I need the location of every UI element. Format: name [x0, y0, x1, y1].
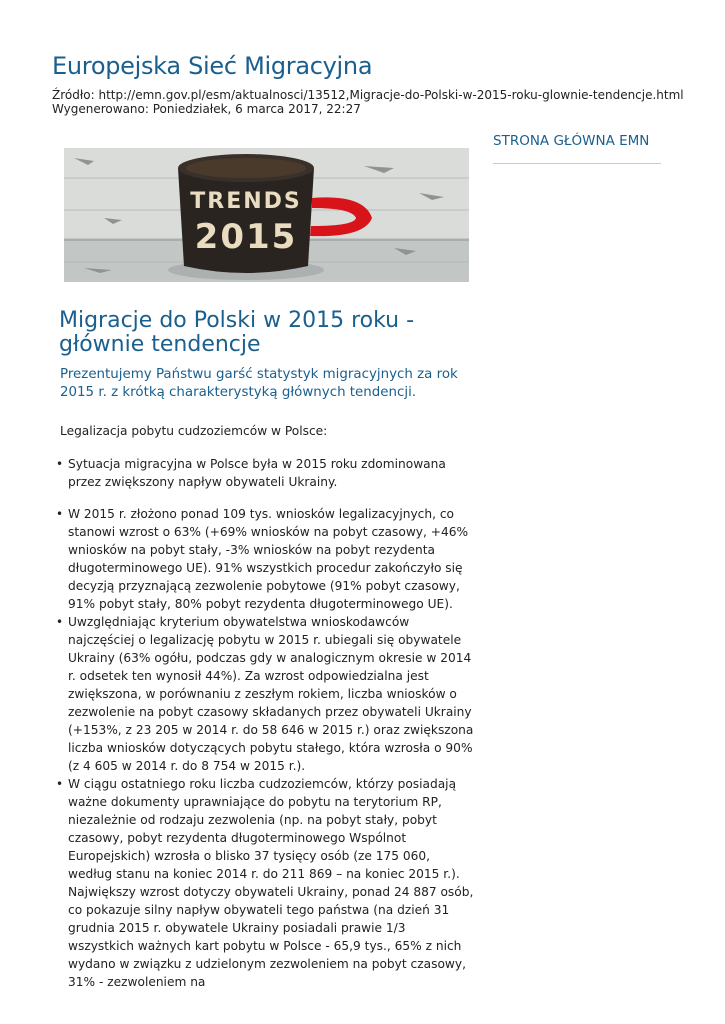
cup-text-line1: TRENDS	[190, 189, 302, 214]
article-lead: Prezentujemy Państwu garść statystyk migracyjnych za rok 2015 r. z krótką charakterystyką głównych tendencji.	[60, 367, 458, 400]
list-item-text: Sytuacja migracyjna w Polsce była w 2015 roku zdominowana przez zwiększony napływ obywateli Ukrainy.	[68, 457, 446, 489]
article-title: Migracje do Polski w 2015 roku - głównie tendencje	[59, 308, 415, 357]
bullet-list	[54, 455, 474, 991]
trends-cup-illustration	[64, 148, 469, 282]
bullet-dot: •	[56, 507, 64, 521]
section-label: Legalizacja pobytu cudzoziemców w Polsce:	[60, 424, 328, 438]
hero-image	[64, 148, 469, 282]
list-item-text: W 2015 r. złożono ponad 109 tys. wniosków legalizacyjnych, co stanowi wzrost o 63% (+69% wniosków na pobyt czasowy, +46% wniosków na pobyt stały, -3% wniosków na pobyt rezydenta długoterminowego UE). 91% wszystkich procedur zakończyło się decyzją przyznającą zezwolenie pobytowe (91% pobyt czasowy, 91% pobyt stały, 80% pobyt rezydenta długoterminowego UE).	[68, 507, 469, 611]
bullet-dot: •	[56, 457, 64, 471]
bullet-dot: •	[56, 777, 64, 791]
generated-line: Wygenerowano: Poniedziałek, 6 marca 2017, 22:27	[52, 102, 361, 116]
home-link[interactable]: STRONA GŁÓWNA EMN	[493, 133, 650, 149]
list-item-text: W ciągu ostatniego roku liczba cudzoziemców, którzy posiadają ważne dokumenty uprawniające do pobytu na terytorium RP, niezależnie od rodzaju zezwolenia (np. na pobyt stały, pobyt czasowy, pobyt rezydenta długoterminowego Wspólnot Europejskich) wzrosła o blisko 37 tysięcy osób (ze 175 060, według stanu na koniec 2014 r. do 211 869 – na koniec 2015 r.). Największy wzrost dotyczy obywateli Ukrainy, ponad 24 887 osób, co pokazuje silny napływ obywateli tego państwa (na dzień 31 grudnia 2015 r. obywatele Ukrainy posiadali prawie 1/3 wszystkich ważnych kart pobytu w Polsce - 65,9 tys., 65% z nich wydano w związku z udzielonym zezwoleniem na pobyt czasowy, 31% - zezwoleniem na	[68, 777, 474, 989]
page-meta	[52, 88, 684, 116]
bullet-dot: •	[56, 615, 64, 629]
list-item	[54, 613, 474, 775]
site-title: Europejska Sieć Migracyjna	[52, 52, 373, 80]
list-item-text: Uwzględniając kryterium obywatelstwa wnioskodawców najczęściej o legalizację pobytu w 2015 r. ubiegali się obywatele Ukrainy (63% ogółu, podczas gdy w analogicznym okresie w 2014 r. odsetek ten wynosił 44%). Za wzrost odpowiedzialna jest zwiększona, w porównaniu z zeszłym rokiem, liczba wniosków o zezwolenie na pobyt czasowy składanych przez obywateli Ukrainy (+153%, z 23 205 w 2014 r. do 58 646 w 2015 r.) oraz zwiększona liczba wniosków dotyczących pobytu stałego, która wzrosła o 90% (z 4 605 w 2014 r. do 8 754 w 2015 r.).	[68, 615, 474, 773]
sidebar-divider	[493, 163, 661, 164]
source-line: Źródło: http://emn.gov.pl/esm/aktualnosci/13512,Migracje-do-Polski-w-2015-roku-glownie-tendencje.html	[52, 88, 684, 102]
list-item	[54, 455, 474, 491]
list-item	[54, 505, 474, 613]
cup-text-line2: 2015	[194, 217, 298, 257]
list-item	[54, 775, 474, 991]
